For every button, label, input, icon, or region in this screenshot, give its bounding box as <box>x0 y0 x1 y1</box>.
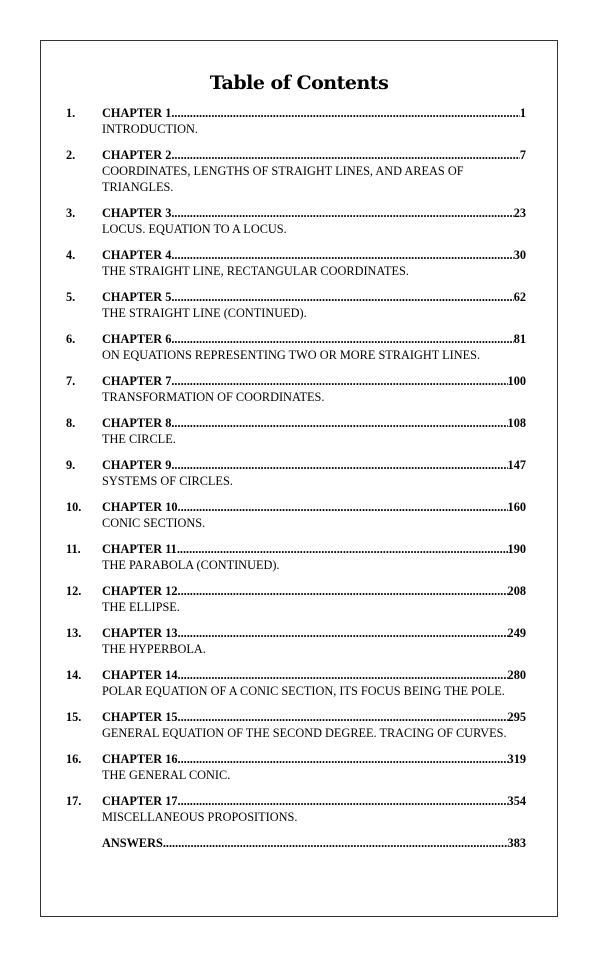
entry-number: 10. <box>66 500 82 514</box>
entry-subtitle: THE ELLIPSE. <box>102 600 180 614</box>
entry-subtitle: THE PARABOLA (CONTINUED). <box>102 558 280 572</box>
dot-leader <box>178 751 508 767</box>
entry-page-number: 160 <box>507 500 526 514</box>
entry-subtitle: ON EQUATIONS REPRESENTING TWO OR MORE STRAIGHT LINES. <box>102 348 481 362</box>
entry-label: CHAPTER 14 <box>102 668 178 682</box>
entry-number: 8. <box>66 416 76 430</box>
dot-leader <box>171 205 513 221</box>
entry-page-number: 354 <box>507 794 526 808</box>
page-title: Table of Contents <box>209 72 389 94</box>
entry-subtitle: COORDINATES, LENGTHS OF STRAIGHT LINES, AND AREAS OF TRIANGLES. <box>102 164 464 194</box>
entry-heading[interactable] <box>102 499 526 515</box>
entry-subtitle: TRANSFORMATION OF COORDINATES. <box>102 390 325 404</box>
entry-number: 11. <box>66 542 81 556</box>
toc-entry[interactable] <box>66 499 526 531</box>
entry-number: 6. <box>66 332 76 346</box>
entry-heading[interactable] <box>102 709 526 725</box>
toc-entry[interactable] <box>66 415 526 447</box>
entry-label: CHAPTER 10 <box>102 500 178 514</box>
dot-leader <box>178 793 508 809</box>
dot-leader <box>171 105 519 121</box>
entry-label: CHAPTER 5 <box>102 290 172 304</box>
dot-leader <box>178 499 508 515</box>
dot-leader <box>178 667 508 683</box>
toc-entry[interactable] <box>66 105 526 137</box>
entry-subtitle: POLAR EQUATION OF A CONIC SECTION, ITS FOCUS BEING THE POLE. <box>102 684 505 698</box>
entry-heading[interactable] <box>102 331 526 347</box>
entry-label: CHAPTER 7 <box>102 374 172 388</box>
entry-label: CHAPTER 15 <box>102 710 178 724</box>
entry-subtitle: THE CIRCLE. <box>102 432 176 446</box>
entry-number: 15. <box>66 710 82 724</box>
dot-leader <box>171 415 507 431</box>
entry-label: CHAPTER 1 <box>102 106 172 120</box>
entry-label: CHAPTER 16 <box>102 752 178 766</box>
entry-heading[interactable] <box>102 583 526 599</box>
entry-number: 9. <box>66 458 76 472</box>
entry-page-number: 81 <box>513 332 526 346</box>
entry-label: CHAPTER 17 <box>102 794 178 808</box>
entry-number: 16. <box>66 752 82 766</box>
entry-heading[interactable] <box>102 835 526 851</box>
entry-heading[interactable] <box>102 105 526 121</box>
toc-entry[interactable] <box>66 583 526 615</box>
entry-heading[interactable] <box>102 289 526 305</box>
entry-heading[interactable] <box>102 625 526 641</box>
entry-subtitle: CONIC SECTIONS. <box>102 516 206 530</box>
entry-page-number: 208 <box>507 584 526 598</box>
toc-entry[interactable] <box>66 541 526 573</box>
entry-number: 14. <box>66 668 82 682</box>
entry-label: CHAPTER 6 <box>102 332 172 346</box>
entry-number: 12. <box>66 584 82 598</box>
toc-entry[interactable] <box>66 751 526 783</box>
entry-page-number: 280 <box>507 668 526 682</box>
entry-number: 7. <box>66 374 76 388</box>
toc-entry[interactable] <box>66 709 526 741</box>
entry-subtitle: SYSTEMS OF CIRCLES. <box>102 474 233 488</box>
toc-entry[interactable] <box>66 147 526 195</box>
toc-entry[interactable] <box>66 331 526 363</box>
entry-label: CHAPTER 2 <box>102 148 172 162</box>
toc-list <box>66 105 526 861</box>
entry-page-number: 383 <box>507 836 526 850</box>
entry-heading[interactable] <box>102 793 526 809</box>
document-page <box>40 40 558 917</box>
entry-subtitle: THE STRAIGHT LINE (CONTINUED). <box>102 306 307 320</box>
dot-leader <box>171 373 507 389</box>
entry-heading[interactable] <box>102 541 526 557</box>
entry-number: 2. <box>66 148 76 162</box>
entry-label: CHAPTER 11 <box>102 542 177 556</box>
entry-label: CHAPTER 8 <box>102 416 172 430</box>
entry-label: CHAPTER 13 <box>102 626 178 640</box>
entry-heading[interactable] <box>102 373 526 389</box>
toc-entry[interactable] <box>66 373 526 405</box>
toc-entry[interactable] <box>66 205 526 237</box>
toc-entry[interactable] <box>66 625 526 657</box>
dot-leader <box>171 147 519 163</box>
entry-subtitle: THE GENERAL CONIC. <box>102 768 231 782</box>
toc-entry[interactable] <box>66 835 526 851</box>
toc-entry[interactable] <box>66 289 526 321</box>
dot-leader <box>174 247 513 263</box>
entry-page-number: 147 <box>507 458 526 472</box>
entry-number: 1. <box>66 106 76 120</box>
entry-heading[interactable] <box>102 247 526 263</box>
entry-heading[interactable] <box>102 205 526 221</box>
dot-leader <box>178 583 508 599</box>
entry-label: CHAPTER 3 <box>102 206 172 220</box>
entry-page-number: 249 <box>507 626 526 640</box>
entry-heading[interactable] <box>102 457 526 473</box>
entry-number: 4. <box>66 248 76 262</box>
entry-label: CHAPTER 12 <box>102 584 178 598</box>
entry-page-number: 295 <box>507 710 526 724</box>
entry-subtitle: MISCELLANEOUS PROPOSITIONS. <box>102 810 298 824</box>
dot-leader <box>171 331 513 347</box>
entry-subtitle: GENERAL EQUATION OF THE SECOND DEGREE. TRACING OF CURVES. <box>102 726 507 740</box>
entry-label: CHAPTER 4. <box>102 248 175 262</box>
entry-heading[interactable] <box>102 751 526 767</box>
entry-page-number: 100 <box>507 374 526 388</box>
entry-page-number: 319 <box>507 752 526 766</box>
entry-heading[interactable] <box>102 147 526 163</box>
toc-entry[interactable] <box>66 667 526 699</box>
entry-page-number: 23 <box>513 206 526 220</box>
dot-leader <box>171 289 513 305</box>
entry-page-number: 30 <box>513 248 526 262</box>
entry-subtitle: LOCUS. EQUATION TO A LOCUS. <box>102 222 287 236</box>
entry-subtitle: THE HYPERBOLA. <box>102 642 206 656</box>
entry-page-number: 108 <box>507 416 526 430</box>
toc-entry[interactable] <box>66 457 526 489</box>
toc-entry[interactable] <box>66 793 526 825</box>
dot-leader <box>178 709 508 725</box>
dot-leader <box>166 835 508 851</box>
dot-leader <box>177 541 508 557</box>
toc-entry[interactable] <box>66 247 526 279</box>
entry-label: ANSWERS. <box>102 836 166 850</box>
entry-number: 3. <box>66 206 76 220</box>
entry-number: 5. <box>66 290 76 304</box>
entry-number: 17. <box>66 794 82 808</box>
entry-heading[interactable] <box>102 667 526 683</box>
entry-page-number: 190 <box>507 542 526 556</box>
entry-heading[interactable] <box>102 415 526 431</box>
entry-subtitle: INTRODUCTION. <box>102 122 198 136</box>
entry-page-number: 1 <box>519 106 526 120</box>
entry-number: 13. <box>66 626 82 640</box>
dot-leader <box>171 457 507 473</box>
entry-page-number: 7 <box>519 148 526 162</box>
dot-leader <box>178 625 508 641</box>
entry-page-number: 62 <box>513 290 526 304</box>
entry-subtitle: THE STRAIGHT LINE, RECTANGULAR COORDINATES. <box>102 264 409 278</box>
entry-label: CHAPTER 9 <box>102 458 172 472</box>
